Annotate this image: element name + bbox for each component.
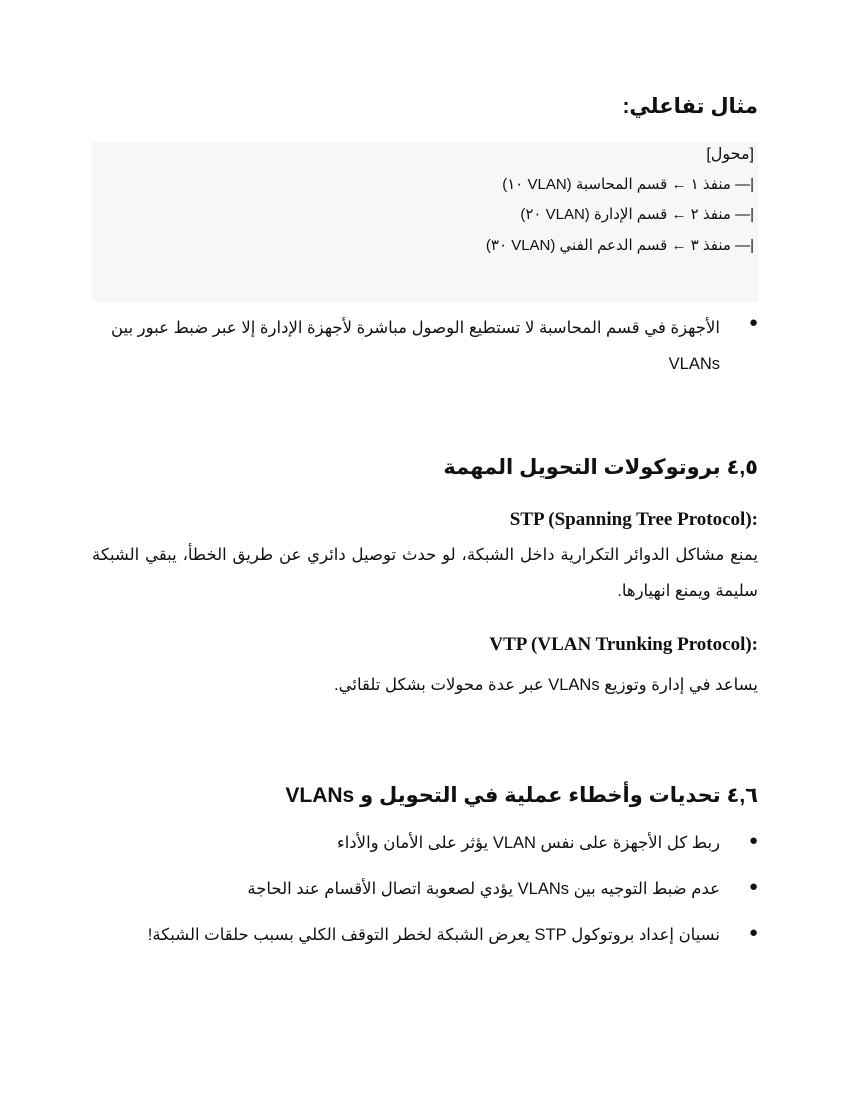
stp-subheading: STP (Spanning Tree Protocol):	[509, 509, 758, 530]
bullet-icon: ●	[748, 924, 758, 941]
list-item	[98, 310, 758, 382]
stp-paragraph: يمنع مشاكل الدوائر التكرارية داخل الشبكة، لو حدث توصيل دائري عن طريق الخطأ، يبقي الشبكة سليمة ويمنع انهيارها.	[92, 546, 758, 600]
list-item-text: عدم ضبط التوجيه بين VLANs يؤدي لصعوبة اتصال الأقسام عند الحاجة	[247, 880, 720, 898]
example-heading: مثال تفاعلي:	[622, 95, 758, 118]
bullet-icon: ●	[748, 314, 758, 331]
vtp-paragraph: يساعد في إدارة وتوزيع VLANs عبر عدة محولات بشكل تلقائي.	[334, 676, 758, 694]
list-item-text: نسيان إعداد بروتوكول STP يعرض الشبكة لخطر التوقف الكلي بسبب حلقات الشبكة!	[147, 926, 720, 944]
code-line-switch: [محول]	[706, 146, 754, 163]
section-heading-4-5: ٤,٥ بروتوكولات التحويل المهمة	[443, 456, 758, 479]
code-block	[92, 142, 758, 302]
list-item	[92, 918, 758, 952]
vtp-subheading: VTP (VLAN Trunking Protocol):	[489, 634, 758, 655]
bullet-icon: ●	[748, 878, 758, 895]
code-line-port-3: |— منفذ ٣ ← قسم الدعم الفني (VLAN ٣٠)	[485, 237, 754, 254]
list-item-text: ربط كل الأجهزة على نفس VLAN يؤثر على الأمان والأداء	[336, 834, 720, 852]
list-item	[92, 872, 758, 906]
code-line-port-1: |— منفذ ١ ← قسم المحاسبة (VLAN ١٠)	[502, 176, 754, 193]
bullet-icon: ●	[748, 832, 758, 849]
list-item-text: الأجهزة في قسم المحاسبة لا تستطيع الوصول مباشرة لأجهزة الإدارة إلا عبر ضبط عبور بين VLANs	[110, 319, 720, 373]
list-item	[92, 826, 758, 860]
section-heading-4-6: ٤,٦ تحديات وأخطاء عملية في التحويل و VLANs	[285, 784, 758, 807]
code-line-port-2: |— منفذ ٢ ← قسم الإدارة (VLAN ٢٠)	[520, 206, 754, 223]
